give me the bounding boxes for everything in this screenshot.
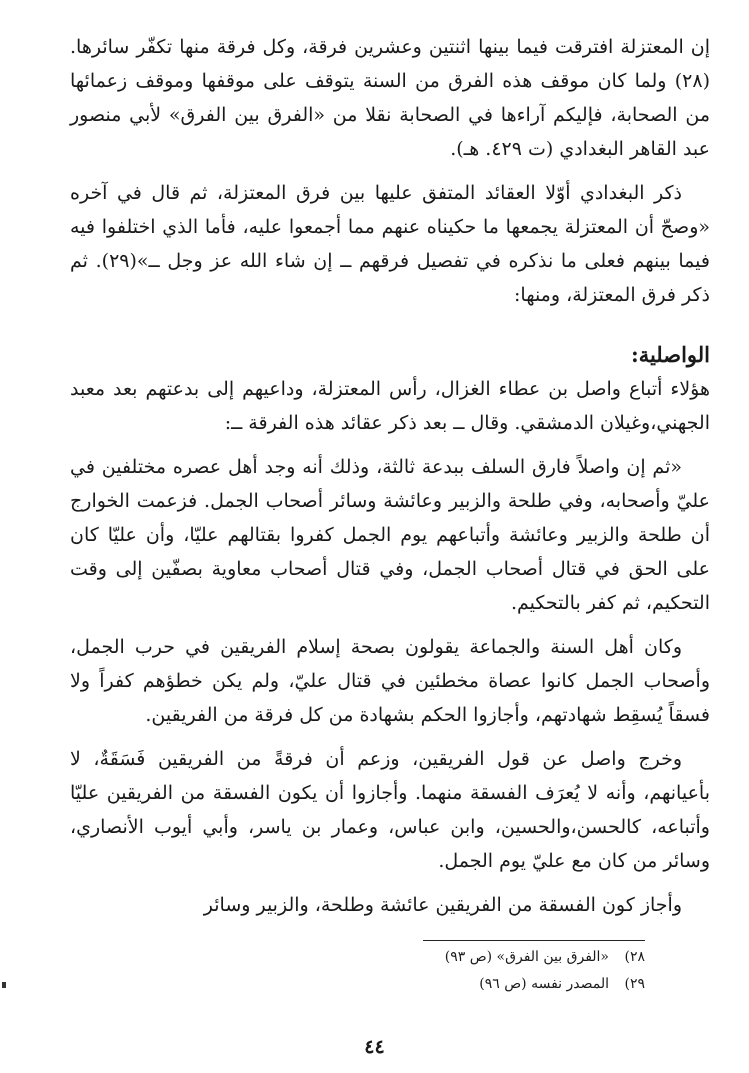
paragraph-quote-1: «ثم إن واصلاً فارق السلف ببدعة ثالثة، وذلك أنه وجد أهل عصره مختلفين في عليّ وأصحابه، وفي طلحة والزبير وعائشة وسائر أصحاب الجمل. فزعمت الخوارج أن طلحة والزبير وعائشة وأتباعهم يوم الجمل كفروا بقتالهم عليّا، وأن عليّا كان على الحق في قتال أصحاب الجمل، وفي قتال أصحاب معاوية بصفّين إلى وقت التحكيم، ثم كفر بالتحكيم.: [70, 456, 710, 614]
footnote-number: ٢٩): [624, 976, 645, 992]
paragraph-wasiliyya-intro: هؤلاء أتباع واصل بن عطاء الغزال، رأس المعتزلة، وداعيهم إلى بدعتهم بعد معبد الجهني،وغيلان الدمشقي. وقال ــ بعد ذكر عقائد هذه الفرقة ــ:: [70, 378, 710, 434]
page-body: [70, 30, 710, 932]
paragraph-quote-4: وأجاز كون الفسقة من الفريقين عائشة وطلحة، والزبير وسائر: [203, 894, 682, 916]
scan-mark: [2, 982, 6, 988]
paragraph-baghdadi: ذكر البغدادي أوّلا العقائد المتفق عليها بين فرق المعتزلة، ثم قال في آخره «وصحّ أن المعتزلة يجمعها ما حكيناه عنهم مما أجمعوا عليه، فأما الذي اختلفوا فيه فيما بينهم فعلى ما نذكره في تفصيل فرقهم ــ إن شاء الله عز وجل ــ»(٢٩). ثم ذكر فرق المعتزلة، ومنها:: [70, 182, 710, 306]
page-number: ٤٤: [364, 1036, 385, 1058]
footnote-number: ٢٨): [624, 949, 645, 965]
paragraph-quote-3: وخرج واصل عن قول الفريقين، وزعم أن فرقةً من الفريقين فَسَقَةٌ، لا بأعيانهم، وأنه لا يُعرَف الفسقة منهما. وأجازوا أن يكون الفسقة من الفريقين عليّا وأتباعه، كالحسن،والحسين، وابن عباس، وعمار بن ياسر، وأبي أيوب الأنصاري، وسائر من كان مع عليّ يوم الجمل.: [70, 748, 710, 872]
footnote-item: [325, 944, 645, 971]
footnote-divider: [423, 940, 645, 941]
section-heading: الواصلية:: [630, 342, 710, 367]
footnotes: [325, 944, 645, 998]
paragraph-intro: إن المعتزلة افترقت فيما بينها اثنتين وعشرين فرقة، وكل فرقة منها تكفّر سائرها.(٢٨) ولما كان موقف هذه الفرق من السنة يتوقف على موقفها وموقف زعمائها من الصحابة، فإليكم آراءها في الصحابة نقلا من «الفرق بين الفرق» لأبي منصور عبد القاهر البغدادي (ت ٤٢٩. هـ).: [70, 36, 710, 160]
footnote-text: المصدر نفسه (ص ٩٦): [479, 976, 609, 992]
footnote-text: «الفرق بين الفرق» (ص ٩٣): [444, 949, 609, 965]
paragraph-quote-2: وكان أهل السنة والجماعة يقولون بصحة إسلام الفريقين في حرب الجمل، وأصحاب الجمل كانوا عصاة مخطئين في قتال عليّ، ولم يكن خطؤهم كفراً ولا فسقاً يُسقِط شهادتهم، وأجازوا الحكم بشهادة من كل فرقة من الفريقين.: [70, 636, 710, 726]
footnote-item: [325, 971, 645, 998]
